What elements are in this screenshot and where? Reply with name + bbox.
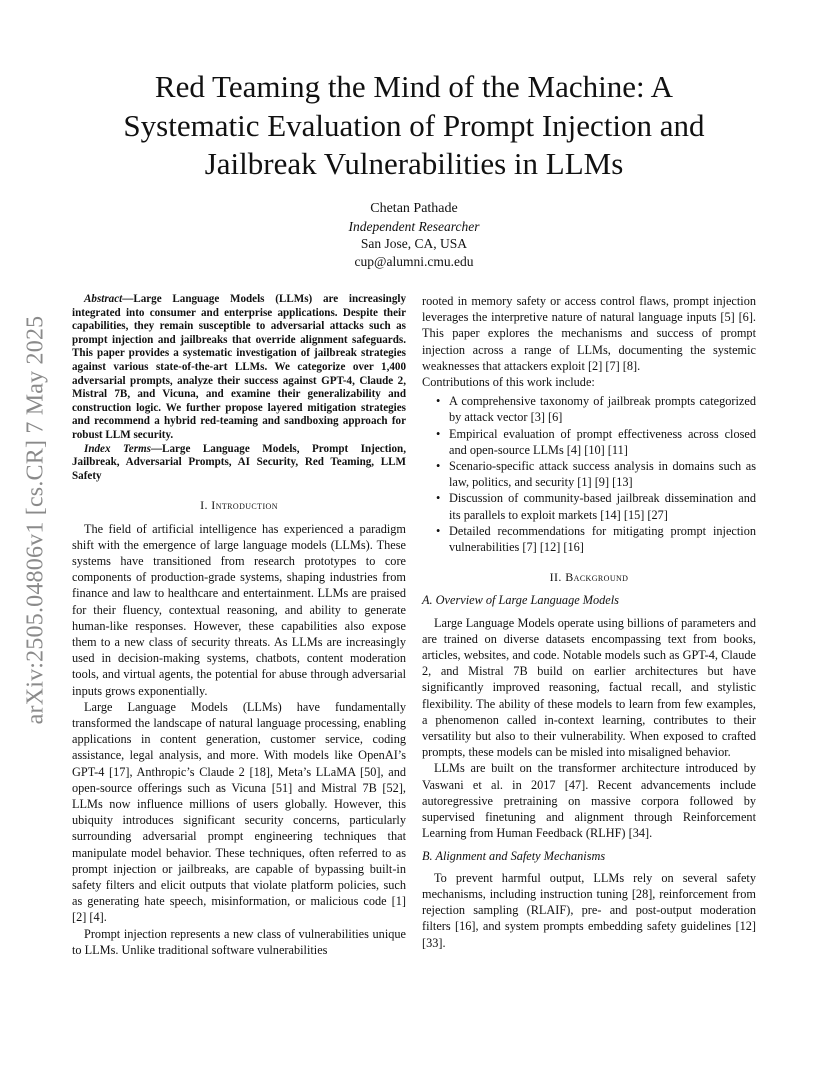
contributions-intro: Contributions of this work include: — [422, 375, 595, 390]
contribution-text: Discussion of community-based jailbreak dissemination and its parallels to exploit markets [14] [15] [27] — [449, 491, 756, 522]
list-item — [422, 393, 756, 425]
contributions-list — [422, 393, 756, 555]
left-column — [72, 293, 406, 958]
subsection-heading-overview: A. Overview of Large Language Models — [422, 593, 619, 608]
list-item — [422, 426, 756, 458]
intro-paragraph-3: Prompt injection represents a new class of vulnerabilities unique to LLMs. Unlike traditional software vulnerabilities — [72, 926, 406, 957]
list-item — [422, 490, 756, 522]
overview-paragraph-2: LLMs are built on the transformer architecture introduced by Vaswani et al. in 2017 [47]. Recent advancements include autoregressive pretraining on massive corpora followed by supervised finetuning and alignment through Reinforcement Learning from Human Feedback (RLHF) [34]. — [422, 761, 756, 841]
bullet-icon: • — [436, 426, 441, 441]
contribution-text: A comprehensive taxonomy of jailbreak prompts categorized by attack vector [3] [6] — [449, 394, 756, 425]
abstract-label: Abstract — [84, 293, 123, 305]
contribution-text: Empirical evaluation of prompt effectiveness across closed and open-source LLMs [4] [10] [11] — [449, 426, 756, 457]
alignment-paragraph-1: To prevent harmful output, LLMs rely on several safety mechanisms, including instruction tuning [28], reinforcement from rejection sampling (RLAIF), pre- and post-output moderation filters [16], and system prompts embedding safety guidelines [12] [33]. — [422, 870, 756, 950]
intro-paragraph-3-continued: rooted in memory safety or access control flaws, prompt injection leverages the interpretive nature of natural language inputs [5] [6]. This paper explores the mechanisms and success of prompt injection across a range of LLMs, documenting the systemic weaknesses that attackers exploit [2] [7] [8]. — [422, 294, 756, 373]
author-name: Chetan Pathade — [370, 201, 458, 216]
intro-paragraph-1: The field of artificial intelligence has experienced a paradigm shift with the emergence of large language models (LLMs). These systems have transitioned from research prototypes to core components of production-grade systems, shaping industries from finance and law to healthcare and entertainment. LLMs are praised for their fluency, contextual reasoning, and ability to generate human-like responses. However, these capabilities also expose them to a new class of security threats. As LLMs are increasingly used in decision-making systems, chatbots, content moderation tools, and virtual agents, the potential for abuse through adversarial inputs grows exponentially. — [72, 521, 406, 698]
author-block — [214, 200, 614, 270]
index-terms-label: Index Terms — [84, 442, 151, 455]
author-email: cup@alumni.cmu.edu — [354, 253, 474, 269]
subsection-heading-alignment: B. Alignment and Safety Mechanisms — [422, 848, 606, 863]
bullet-icon: • — [436, 523, 441, 538]
abstract — [72, 293, 406, 443]
title-line: Systematic Evaluation of Prompt Injection and — [123, 107, 705, 143]
overview-paragraph-1: Large Language Models operate using billions of parameters and are trained on diverse datasets encompassing text from books, articles, websites, and code. Notable models such as GPT-4, Claude 2, and Mistral 7B build on earlier architectures but have significantly improved reasoning, factual recall, and stylistic flexibility. The ability of these models to learn from few examples, a phenomenon called in-context learning, contributes to their versatility but also to their vulnerability. When exposed to crafted prompts, these models can be misled into misaligned behavior. — [422, 615, 756, 760]
author-affiliation: Independent Researcher — [348, 218, 480, 234]
list-item — [422, 523, 756, 555]
bullet-icon: • — [436, 394, 441, 409]
intro-paragraph-2: Large Language Models (LLMs) have fundamentally transformed the landscape of natural language processing, enabling applications in content generation, customer service, coding assistance, legal analysis, and more. With models like OpenAI’s GPT-4 [17], Anthropic’s Claude 2 [18], Meta’s LLaMA [50], and open-source offerings such as Vicuna [51] and Mistral 7B [52], LLMs now influence millions of users globally. However, this ubiquity introduces significant security concerns, particularly surrounding adversarial prompt engineering techniques that manipulate model behavior. These techniques, often referred to as prompt injection or jailbreaks, are capable of bypassing built-in safety filters and elicit outputs that violate platform policies, such as generating hate speech, misinformation, or malicious code [1] [2] [4]. — [72, 699, 406, 925]
paper-title — [70, 68, 758, 184]
section-heading-background: II. Background — [549, 570, 629, 585]
bullet-icon: • — [436, 459, 441, 474]
arxiv-identifier: arXiv:2505.04806v1 [cs.CR] 7 May 2025 — [22, 315, 49, 725]
title-line: Red Teaming the Mind of the Machine: A — [154, 69, 674, 104]
abstract-text: —Large Language Models (LLMs) are increasingly integrated into consumer and enterprise applications. Despite their capabilities, they remain susceptible to adversarial attacks such as prompt injection and jailbreaks that override alignment safeguards. This paper provides a systematic investigation of jailbreak strategies against various state-of-the-art LLMs. We categorize over 1,400 adversarial prompts, analyze their success against GPT-4, Claude 2, Mistral 7B, and Vicuna, and examine their generalizability and construction logic. We further propose layered mitigation strategies and recommend a hybrid red-teaming and sandboxing approach for robust LLM security. — [72, 293, 406, 441]
arxiv-sidebar-stamp — [22, 285, 50, 755]
index-terms — [72, 443, 406, 484]
index-terms-text: —Large Language Models, Prompt Injection, Jailbreak, Adversarial Prompts, AI Security, Red Teaming, LLM Safety — [72, 442, 406, 482]
section-heading-introduction: I. Introduction — [200, 498, 278, 513]
bullet-icon: • — [436, 491, 441, 506]
contribution-text: Scenario-specific attack success analysis in domains such as law, politics, and security [1] [9] [13] — [449, 459, 756, 490]
contribution-text: Detailed recommendations for mitigating prompt injection vulnerabilities [7] [12] [16] — [449, 523, 756, 555]
list-item — [422, 458, 756, 490]
title-line: Jailbreak Vulnerabilities in LLMs — [204, 146, 624, 181]
right-column — [422, 293, 756, 951]
author-location: San Jose, CA, USA — [360, 236, 468, 251]
